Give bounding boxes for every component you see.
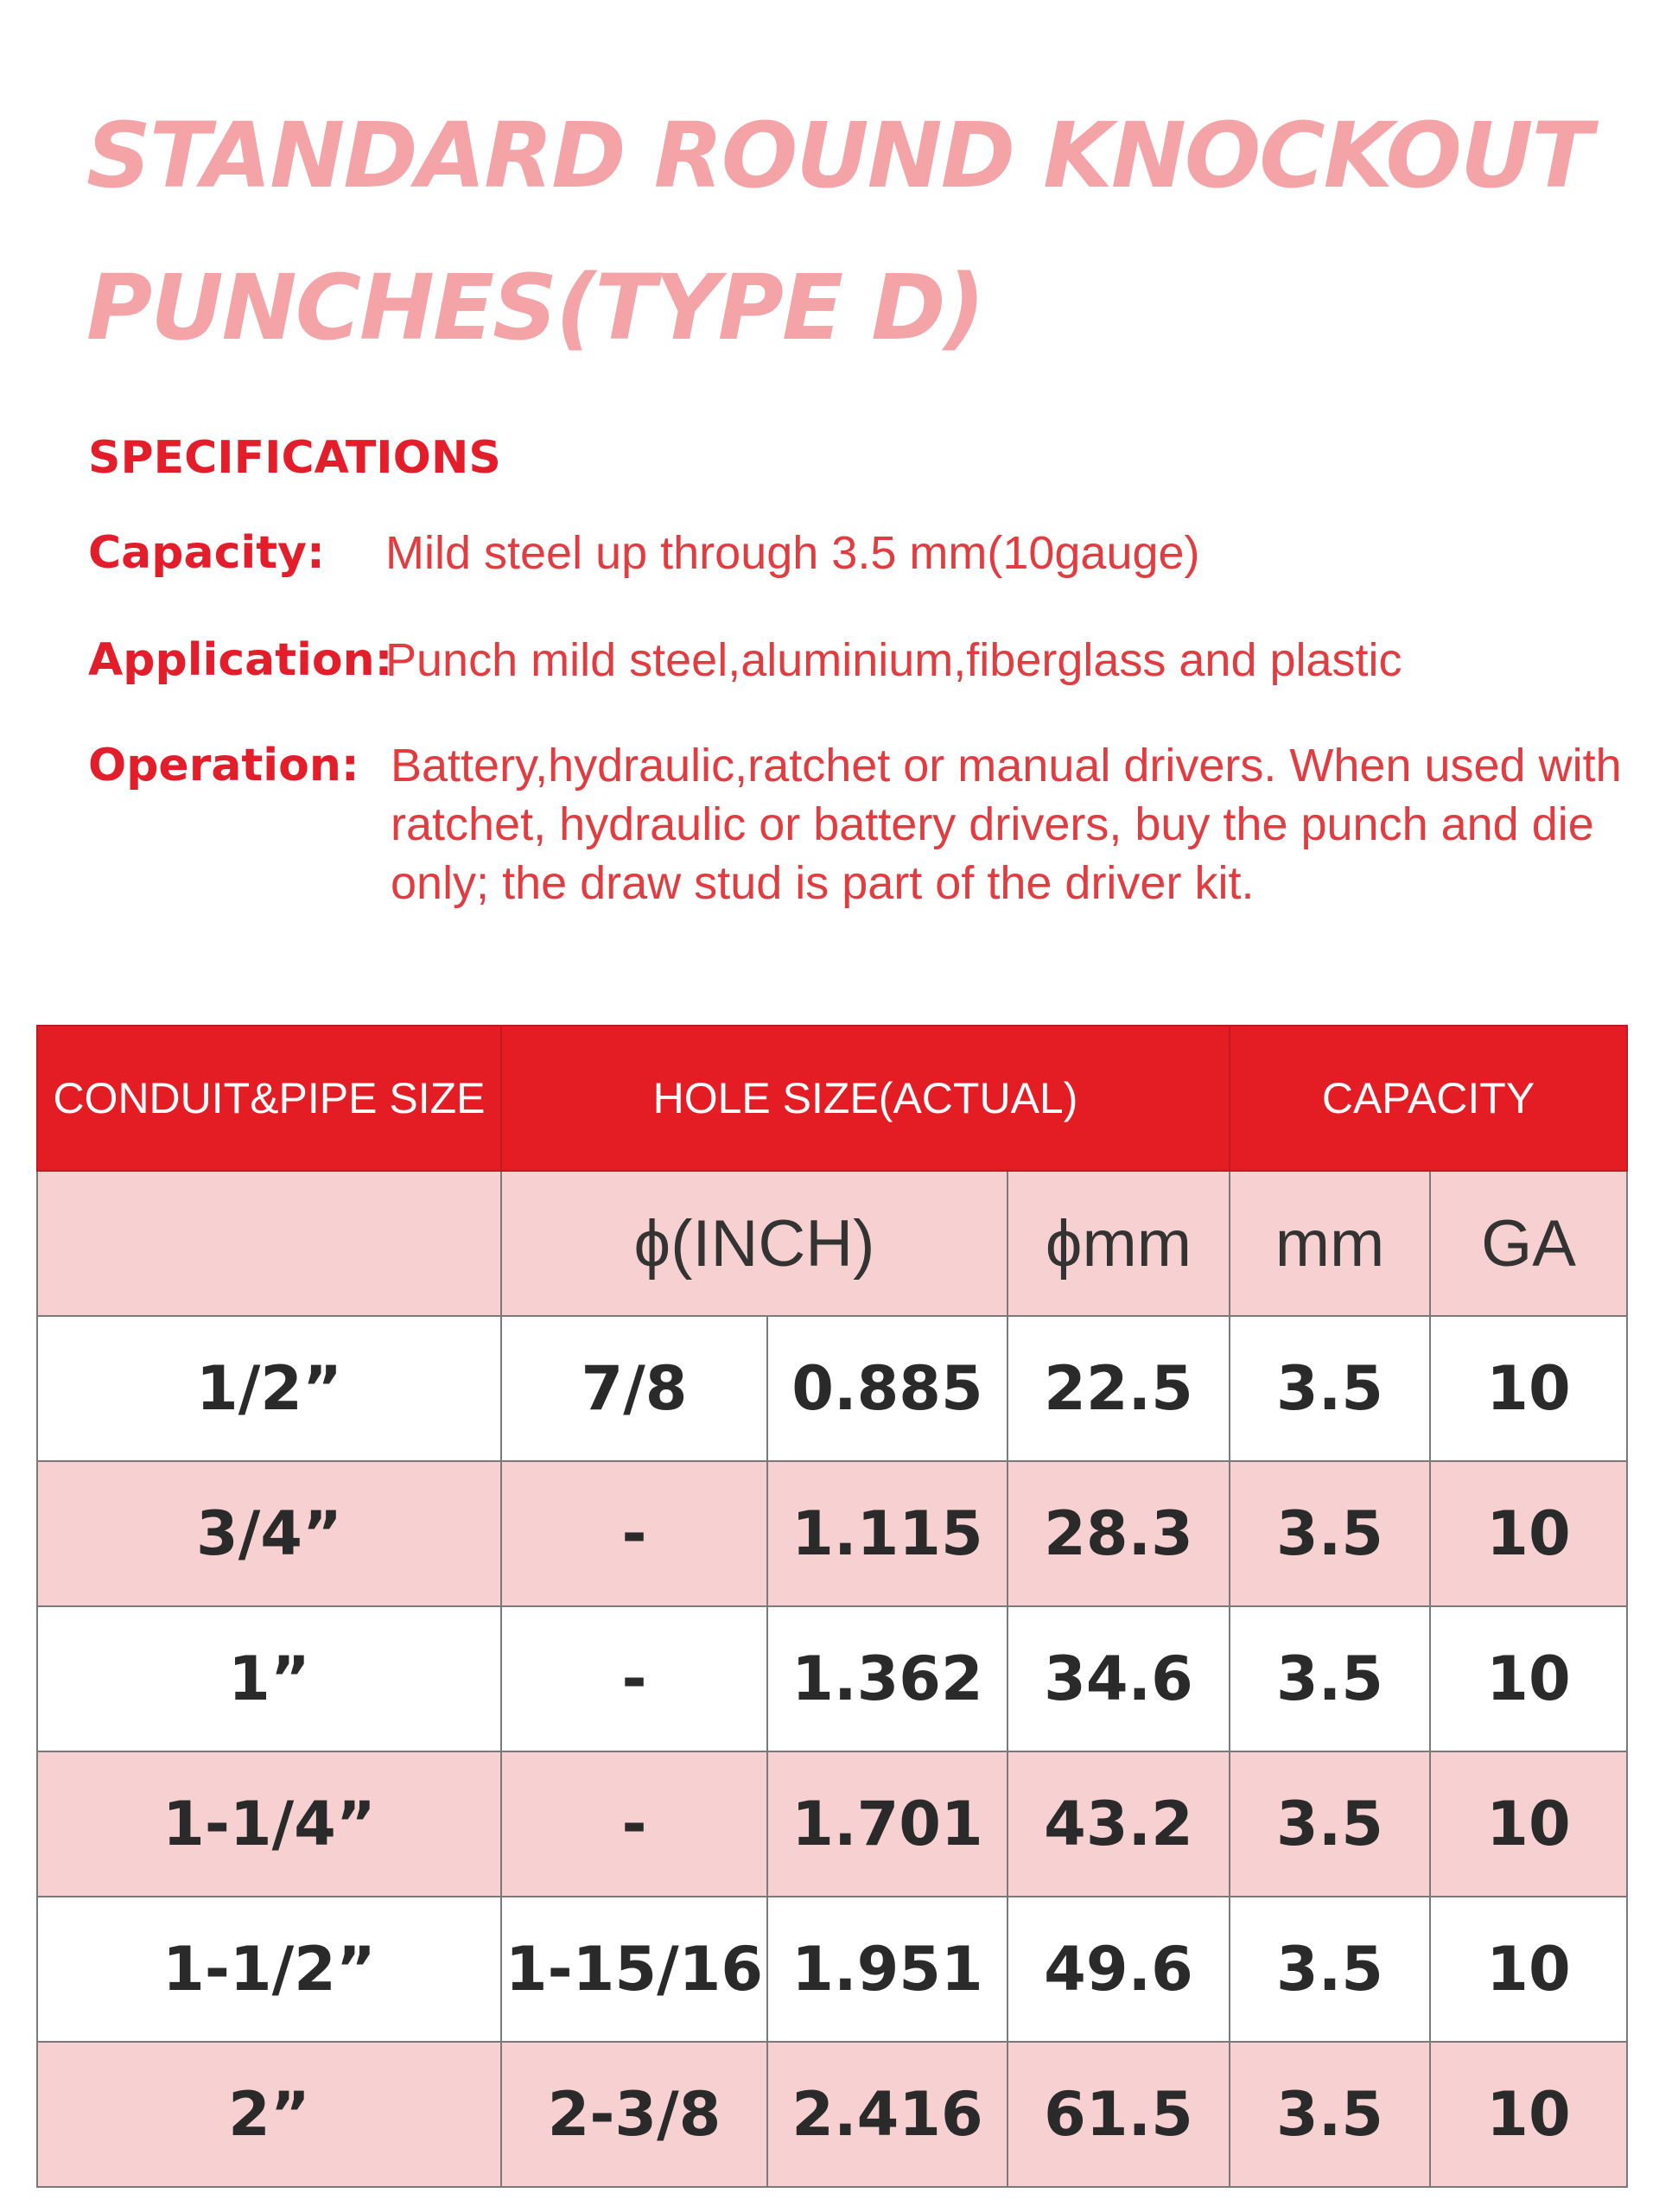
cell-fraction: 2-3/8: [501, 2042, 767, 2187]
cell-mm-diameter: 61.5: [1007, 2042, 1230, 2187]
cell-capacity-ga: 10: [1430, 1316, 1627, 1461]
cell-inch: 0.885: [767, 1316, 1007, 1461]
knockout-spec-table: [36, 1025, 1628, 2188]
table-row: [37, 1897, 1627, 2042]
spec-operation: [88, 736, 1622, 909]
cell-mm-diameter: 22.5: [1007, 1316, 1230, 1461]
table-header-row: [37, 1026, 1627, 1171]
cell-fraction: -: [501, 1606, 767, 1751]
cell-fraction: -: [501, 1461, 767, 1606]
cell-capacity-mm: 3.5: [1230, 1316, 1430, 1461]
cell-mm-diameter: 28.3: [1007, 1461, 1230, 1606]
title-line-2: PUNCHES(TYPE D): [86, 255, 984, 360]
cell-capacity-ga: 10: [1430, 1606, 1627, 1751]
cell-fraction: 7/8: [501, 1316, 767, 1461]
page-title: [86, 79, 1624, 384]
subheader-ga: GA: [1430, 1171, 1627, 1316]
spec-operation-label: Operation:: [88, 740, 359, 791]
table-row: [37, 1751, 1627, 1897]
cell-conduit: 1-1/2”: [37, 1897, 501, 2042]
spec-capacity-value: Mild steel up through 3.5 mm(10gauge): [385, 527, 1200, 579]
cell-inch: 2.416: [767, 2042, 1007, 2187]
cell-conduit: 3/4”: [37, 1461, 501, 1606]
spec-application: [88, 631, 1402, 690]
table-row: [37, 2042, 1627, 2187]
spec-capacity: [88, 524, 1200, 582]
cell-conduit: 1-1/4”: [37, 1751, 501, 1897]
spec-application-label: Application:: [88, 634, 393, 686]
cell-capacity-ga: 10: [1430, 1751, 1627, 1897]
cell-inch: 1.951: [767, 1897, 1007, 2042]
table-row: [37, 1606, 1627, 1751]
cell-capacity-ga: 10: [1430, 1897, 1627, 2042]
spec-application-value: Punch mild steel,aluminium,fiberglass and plastic: [385, 634, 1402, 686]
cell-capacity-mm: 3.5: [1230, 1751, 1430, 1897]
cell-capacity-mm: 3.5: [1230, 1606, 1430, 1751]
cell-inch: 1.701: [767, 1751, 1007, 1897]
header-capacity: CAPACITY: [1230, 1026, 1627, 1171]
spec-operation-value: Battery,hydraulic,ratchet or manual drivers. When used with ratchet, hydraulic or battery drivers, buy the punch and die only; the draw stud is part of the driver kit.: [391, 740, 1622, 909]
cell-conduit: 2”: [37, 2042, 501, 2187]
header-hole-size: HOLE SIZE(ACTUAL): [501, 1026, 1230, 1171]
header-conduit: CONDUIT&PIPE SIZE: [37, 1026, 501, 1171]
cell-mm-diameter: 43.2: [1007, 1751, 1230, 1897]
title-line-1: STANDARD ROUND KNOCKOUT: [86, 103, 1592, 208]
cell-inch: 1.362: [767, 1606, 1007, 1751]
specifications-heading: SPECIFICATIONS: [88, 432, 501, 484]
spec-capacity-label: Capacity:: [88, 527, 325, 579]
cell-fraction: -: [501, 1751, 767, 1897]
cell-capacity-mm: 3.5: [1230, 1461, 1430, 1606]
cell-capacity-ga: 10: [1430, 2042, 1627, 2187]
subheader-mm: mm: [1230, 1171, 1430, 1316]
subheader-conduit: [37, 1171, 501, 1316]
cell-capacity-mm: 3.5: [1230, 2042, 1430, 2187]
cell-conduit: 1”: [37, 1606, 501, 1751]
cell-conduit: 1/2”: [37, 1316, 501, 1461]
table-subheader-row: [37, 1171, 1627, 1316]
table-row: [37, 1316, 1627, 1461]
table-row: [37, 1461, 1627, 1606]
cell-inch: 1.115: [767, 1461, 1007, 1606]
subheader-inch: ϕ(INCH): [501, 1171, 1007, 1316]
cell-capacity-ga: 10: [1430, 1461, 1627, 1606]
cell-mm-diameter: 34.6: [1007, 1606, 1230, 1751]
subheader-mm-diameter: ϕmm: [1007, 1171, 1230, 1316]
cell-capacity-mm: 3.5: [1230, 1897, 1430, 2042]
cell-fraction: 1-15/16: [501, 1897, 767, 2042]
cell-mm-diameter: 49.6: [1007, 1897, 1230, 2042]
